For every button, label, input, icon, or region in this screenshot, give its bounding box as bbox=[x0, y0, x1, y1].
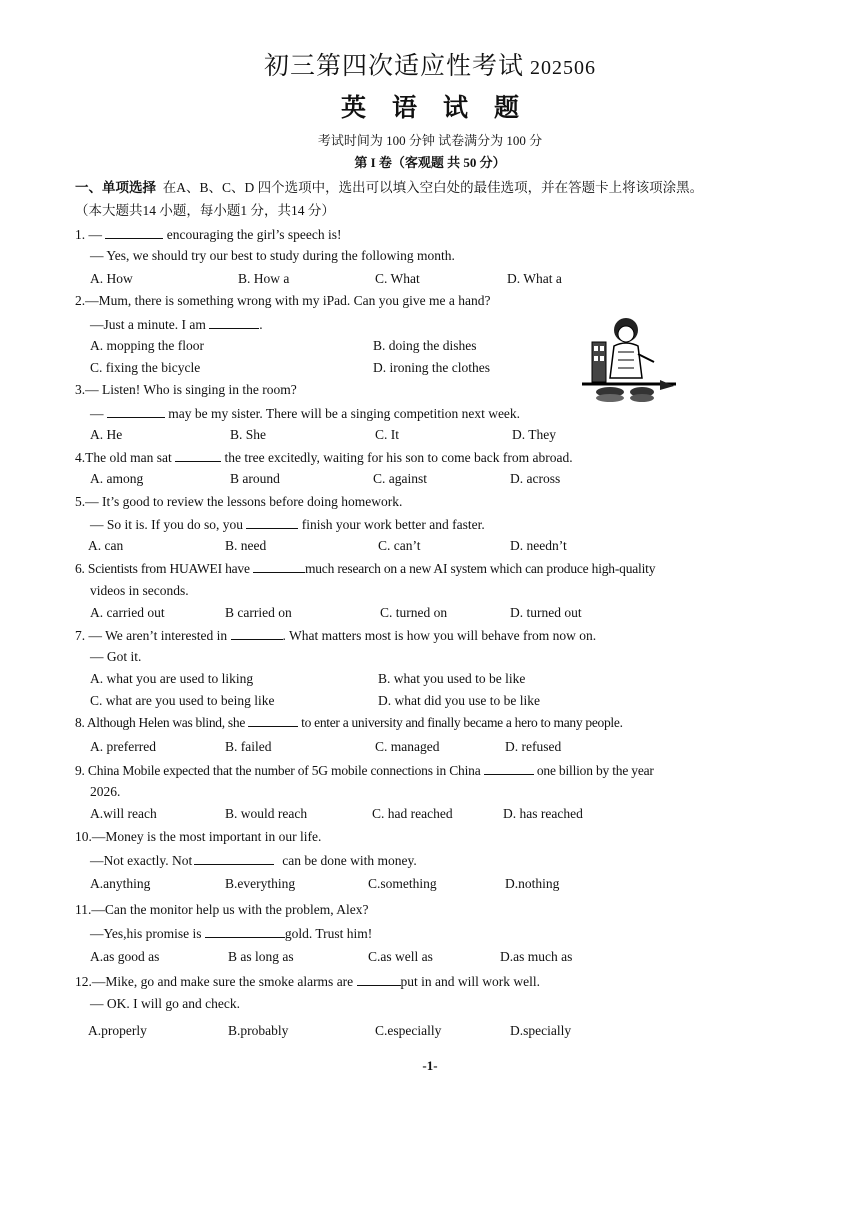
answer-blank bbox=[484, 762, 534, 775]
answer-blank bbox=[246, 516, 298, 529]
question-11: 11.—Can the monitor help us with the problem, Alex? bbox=[75, 902, 369, 917]
option-c: C. had reached bbox=[372, 806, 453, 821]
option-c: C. What bbox=[375, 271, 420, 286]
option-d: D. has reached bbox=[503, 806, 583, 821]
woman-ironing-illustration bbox=[580, 312, 680, 408]
question-8: 8. Although Helen was blind, she to enter a university and finally became a hero to many people. bbox=[75, 715, 623, 730]
option-a: A. among bbox=[90, 471, 144, 486]
option-d: D. across bbox=[510, 471, 561, 486]
question-3-response: — may be my sister. There will be a singing competition next week. bbox=[90, 406, 521, 421]
option-a: A.anything bbox=[90, 876, 151, 891]
option-b: B.probably bbox=[228, 1023, 289, 1038]
option-b: B.everything bbox=[225, 876, 296, 891]
option-d: D.nothing bbox=[505, 876, 560, 891]
question-9-line2: 2026. bbox=[90, 784, 121, 799]
option-d: D. needn’t bbox=[510, 538, 567, 553]
question-10-response: —Not exactly. Not can be done with money. bbox=[90, 853, 417, 868]
option-a: A.will reach bbox=[90, 806, 157, 821]
page-number: -1- bbox=[422, 1058, 438, 1073]
option-c: C. managed bbox=[375, 739, 440, 754]
exam-title: 初三第四次适应性考试 202506 bbox=[263, 53, 596, 80]
answer-blank bbox=[107, 405, 165, 418]
option-c: C. against bbox=[373, 471, 427, 486]
question-12-response: — OK. I will go and check. bbox=[90, 996, 240, 1011]
answer-blank bbox=[357, 973, 401, 986]
question-2-response: —Just a minute. I am . bbox=[90, 317, 263, 332]
option-b: B. what you used to be like bbox=[378, 671, 526, 686]
part-heading: 第 I 卷（客观题 共 50 分） bbox=[354, 155, 506, 170]
option-d: D. refused bbox=[505, 739, 562, 754]
option-c: C.especially bbox=[375, 1023, 442, 1038]
option-c: C.something bbox=[368, 876, 437, 891]
section-note: （本大题共14 小题，每小题1 分，共14 分） bbox=[75, 203, 335, 218]
option-a: A.properly bbox=[88, 1023, 147, 1038]
option-b: B around bbox=[230, 471, 280, 486]
option-c: C. can’t bbox=[378, 538, 421, 553]
answer-blank bbox=[209, 316, 259, 329]
option-a: A.as good as bbox=[90, 949, 160, 964]
subject-title: 英语试题 bbox=[340, 95, 545, 122]
question-7: 7. — We aren’t interested in . What matters most is how you will behave from now on. bbox=[75, 628, 597, 643]
option-c: C. fixing the bicycle bbox=[90, 360, 201, 375]
question-2: 2.—Mum, there is something wrong with my iPad. Can you give me a hand? bbox=[75, 293, 491, 308]
option-c: C. turned on bbox=[380, 605, 448, 620]
question-6: 6. Scientists from HUAWEI have much research on a new AI system which can produce high-quality bbox=[75, 561, 656, 576]
option-a: A. can bbox=[88, 538, 124, 553]
answer-blank bbox=[194, 852, 274, 865]
option-c: C. what are you used to being like bbox=[90, 693, 275, 708]
question-1-response: — Yes, we should try our best to study during the following month. bbox=[90, 248, 455, 263]
answer-blank bbox=[231, 627, 283, 640]
option-d: D.specially bbox=[510, 1023, 572, 1038]
question-11-response: —Yes,his promise is gold. Trust him! bbox=[90, 926, 373, 941]
exam-meta: 考试时间为 100 分钟 试卷满分为 100 分 bbox=[317, 133, 543, 148]
question-10: 10.—Money is the most important in our life. bbox=[75, 829, 322, 844]
option-b: B carried on bbox=[225, 605, 292, 620]
option-c: C.as well as bbox=[368, 949, 433, 964]
question-7-response: — Got it. bbox=[90, 649, 142, 664]
answer-blank bbox=[105, 226, 163, 239]
option-b: B. She bbox=[230, 427, 267, 442]
question-4: 4.The old man sat the tree excitedly, waiting for his son to come back from abroad. bbox=[75, 450, 573, 465]
option-b: B. need bbox=[225, 538, 267, 553]
option-d: D. what did you use to be like bbox=[378, 693, 540, 708]
option-a: A. He bbox=[90, 427, 123, 442]
question-5: 5.— It’s good to review the lessons before doing homework. bbox=[75, 494, 403, 509]
question-6-line2: videos in seconds. bbox=[90, 583, 189, 598]
question-1: 1. — encouraging the girl’s speech is! bbox=[75, 227, 342, 242]
question-5-response: — So it is. If you do so, you finish your work better and faster. bbox=[90, 517, 485, 532]
option-d: D.as much as bbox=[500, 949, 573, 964]
exam-year: 202506 bbox=[530, 57, 596, 79]
question-9: 9. China Mobile expected that the number of 5G mobile connections in China one billion by the year bbox=[75, 763, 654, 778]
answer-blank bbox=[205, 925, 285, 938]
option-d: D. ironing the clothes bbox=[373, 360, 490, 375]
option-b: B. would reach bbox=[225, 806, 308, 821]
option-a: A. what you are used to liking bbox=[90, 671, 254, 686]
option-d: D. turned out bbox=[510, 605, 582, 620]
section-heading: 一、单项选择 在A、B、C、D 四个选项中，选出可以填入空白处的最佳选项，并在答题卡上将该项涂黑。 （本大题共14 小题，每小题1 分，共14 分） bbox=[75, 180, 704, 218]
option-a: A. mopping the floor bbox=[90, 338, 204, 353]
option-d: D. They bbox=[512, 427, 556, 442]
option-b: B as long as bbox=[228, 949, 294, 964]
question-12: 12.—Mike, go and make sure the smoke alarms are put in and will work well. bbox=[75, 974, 541, 989]
question-3: 3.— Listen! Who is singing in the room? bbox=[75, 382, 297, 397]
option-b: B. failed bbox=[225, 739, 272, 754]
option-c: C. It bbox=[375, 427, 400, 442]
option-a: A. How bbox=[90, 271, 133, 286]
answer-blank bbox=[175, 449, 221, 462]
option-b: B. doing the dishes bbox=[373, 338, 477, 353]
answer-blank bbox=[253, 560, 305, 573]
option-b: B. How a bbox=[238, 271, 290, 286]
option-d: D. What a bbox=[507, 271, 562, 286]
option-a: A. preferred bbox=[90, 739, 156, 754]
answer-blank bbox=[248, 714, 298, 727]
option-a: A. carried out bbox=[90, 605, 165, 620]
